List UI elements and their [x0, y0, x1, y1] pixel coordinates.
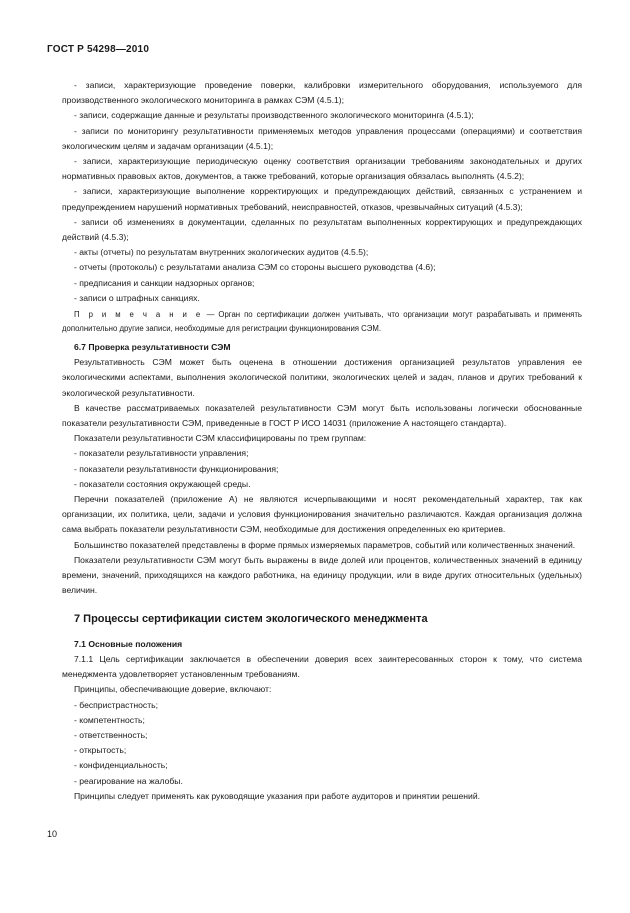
paragraph: Принципы следует применять как руководящие указания при работе аудиторов и принятии решений.	[74, 790, 481, 801]
list-item: - записи об изменениях в документации, сделанных по результатам выполненных корректирующих и предупреждающих действий (4.5.3);	[62, 216, 582, 243]
list-item: - записи о штрафных санкциях.	[74, 292, 200, 303]
list-item: - записи по мониторингу результативности применяемых методов управления процессами (операциями) и соответствия экологическим целям и задачам организации (4.5.1);	[62, 125, 582, 151]
list-item: - записи, характеризующие периодическую оценку соответствия организации требованиям законодательных и других нормативных правовых актов, документов, а также требований, которые организация обязалась выполнять (4.5.2);	[62, 156, 582, 182]
list-item: - записи, характеризующие проведение поверки, калибровки измерительного оборудования, используемого для производственного экологического мониторинга в рамках СЭМ (4.5.1);	[62, 80, 582, 106]
paragraph: Перечни показателей (приложение А) не являются исчерпывающими и носят рекомендательный характер, так как организации, их политика, цели, задачи и условия функционирования значительно различаются. Каждая организация должна сама выбрать показатели результативности СЭМ, необходимые для достижения определенных ею критериев.	[62, 494, 582, 535]
list-item: - конфиденциальность;	[74, 760, 168, 771]
section-7-title: 7 Процессы сертификации систем экологического менеджмента	[74, 612, 428, 625]
note-paragraph	[62, 308, 582, 336]
list-item: - реагирование на жалобы.	[74, 775, 183, 786]
paragraph: В качестве рассматриваемых показателей результативности СЭМ могут быть использованы логически обоснованные показатели результативности СЭМ, приведенные в ГОСТ Р ИСО 14031 (приложение А настоящего стандарта).	[62, 402, 582, 429]
paragraph: Результативность СЭМ может быть оценена в отношении достижения организацией результатов управления ее экологическими аспектами, выполнения экологической политики, экологических целей и задач, планов и других требований к экологической результативности.	[62, 357, 582, 398]
list-item: - записи, содержащие данные и результаты производственного экологического мониторинга (4.5.1);	[74, 110, 474, 121]
section-6-7-title: 6.7 Проверка результативности СЭМ	[74, 342, 231, 353]
section-7-1-title: 7.1 Основные положения	[74, 638, 183, 649]
list-item: - ответственность;	[74, 729, 148, 740]
paragraph: 7.1.1 Цель сертификации заключается в обеспечении доверия всех заинтересованных сторон к тому, что система менеджмента удовлетворяет установленным требованиям.	[62, 653, 582, 680]
paragraph: Большинство показателей представлены в форме прямых измеряемых параметров, событий или количественных значений.	[74, 539, 576, 550]
list-item: - беспристрастность;	[74, 699, 159, 710]
list-item: - показатели результативности управления;	[74, 448, 249, 459]
list-item: - показатели состояния окружающей среды.	[74, 478, 251, 489]
list-item: - предписания и санкции надзорных органов;	[74, 277, 255, 288]
list-item: - записи, характеризующие выполнение корректирующих и предупреждающих действий, связанных с устранением и предупреждением нарушений нормативных требований, неисправностей, отказов, чрезвычайных ситуаций (4.5.3);	[62, 186, 582, 212]
page-number: 10	[47, 829, 58, 839]
list-item: - отчеты (протоколы) с результатами анализа СЭМ со стороны высшего руководства (4.6);	[74, 262, 436, 273]
list-item: - акты (отчеты) по результатам внутренних экологических аудитов (4.5.5);	[74, 247, 369, 258]
paragraph: Показатели результативности СЭМ могут быть выражены в виде долей или процентов, количественных значений в единицу времени, значений, приходящихся на каждого работника, на единицу продукции, или в виде других относительных (удельных) величин.	[62, 554, 582, 596]
note-label: П р и м е ч а н и е	[74, 310, 203, 320]
paragraph: Принципы, обеспечивающие доверие, включают:	[74, 684, 272, 695]
list-item: - компетентность;	[74, 714, 145, 725]
paragraph: Показатели результативности СЭМ классифицированы по трем группам:	[74, 433, 367, 444]
page-content	[62, 78, 582, 804]
document-header: ГОСТ Р 54298—2010	[47, 44, 150, 55]
list-item: - открытость;	[74, 745, 127, 756]
list-item: - показатели результативности функционирования;	[74, 463, 279, 474]
note-text: — Орган по сертификации должен учитывать, что организации могут разрабатывать и применять дополнительно другие записи, необходимые для регистрации функционирования СЭМ.	[62, 310, 582, 334]
